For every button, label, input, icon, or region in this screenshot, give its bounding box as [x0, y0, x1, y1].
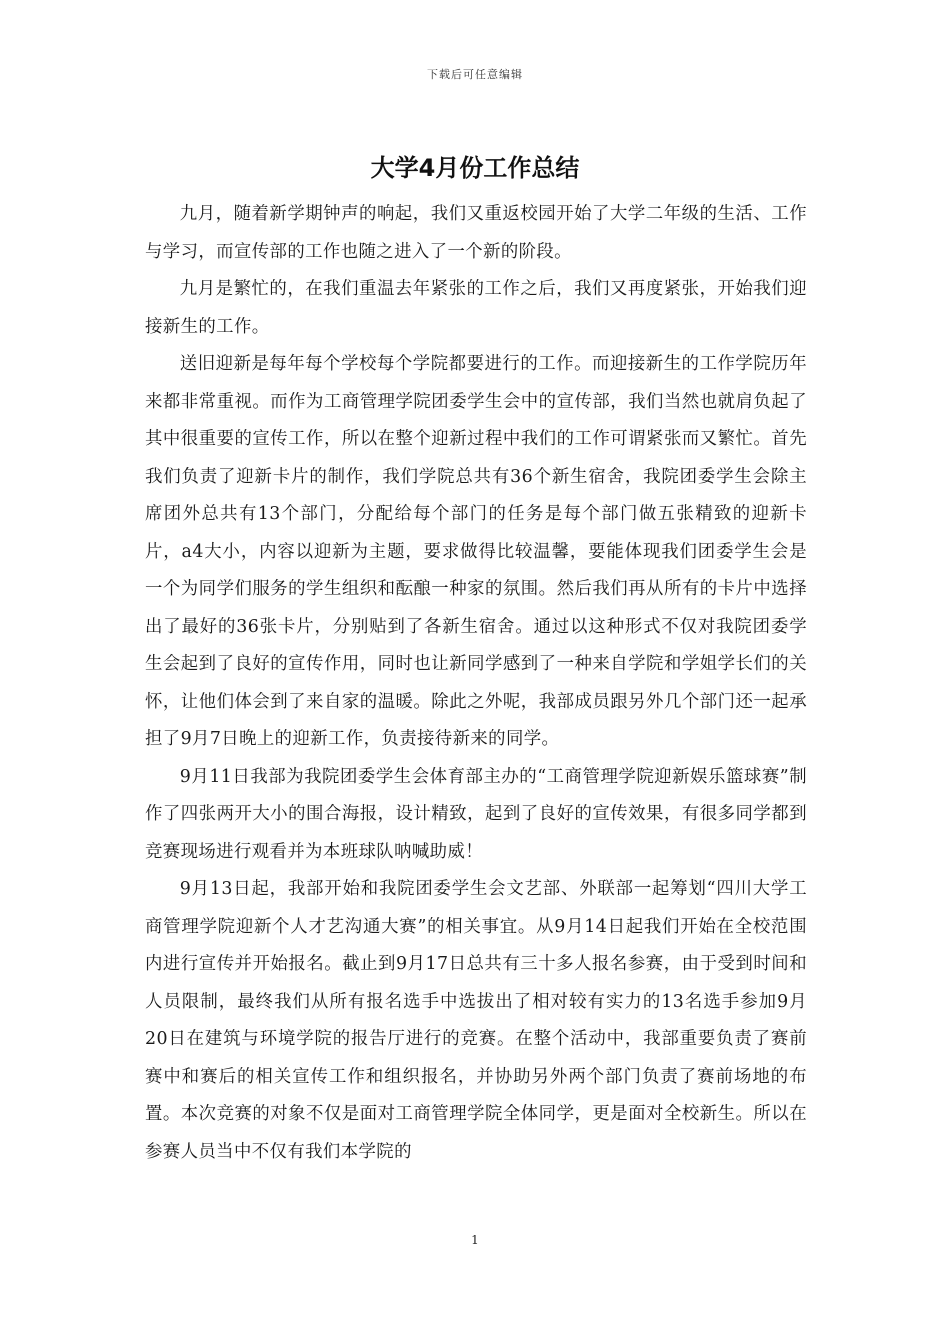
paragraph: 九月是繁忙的，在我们重温去年紧张的工作之后，我们又再度紧张，开始我们迎接新生的工作。	[145, 279, 807, 337]
document-title: 大学4月份工作总结	[370, 154, 580, 182]
paragraph: 9月11日我部为我院团委学生会体育部主办的“工商管理学院迎新娱乐篮球赛”制作了四张两开大小的围合海报，设计精致，起到了良好的宣传效果，有很多同学都到竞赛现场进行观看并为本班球队呐喊助威！	[145, 766, 807, 862]
paragraph: 9月13日起，我部开始和我院团委学生会文艺部、外联部一起筹划“四川大学工商管理学院迎新个人才艺沟通大赛”的相关事宜。从9月14日起我们开始在全校范围内进行宣传并开始报名。截止到9月17日总共有三十多人报名参赛，由于受到时间和人员限制，最终我们从所有报名选手中选拔出了相对较有实力的13名选手参加9月20日在建筑与环境学院的报告厅进行的竞赛。在整个活动中，我部重要负责了赛前赛中和赛后的相关宣传工作和组织报名，并协助另外两个部门负责了赛前场地的布置。本次竞赛的对象不仅是面对工商管理学院全体同学，更是面对全校新生。所以在参赛人员当中不仅有我们本学院的	[145, 879, 807, 1162]
page-number: 1	[471, 1233, 479, 1247]
paragraph: 九月，随着新学期钟声的响起，我们又重返校园开始了大学二年级的生活、工作与学习，而宣传部的工作也随之进入了一个新的阶段。	[145, 204, 807, 262]
document-body	[145, 196, 807, 1171]
paragraph: 送旧迎新是每年每个学校每个学院都要进行的工作。而迎接新生的工作学院历年来都非常重视。而作为工商管理学院团委学生会中的宣传部，我们当然也就肩负起了其中很重要的宣传工作，所以在整个迎新过程中我们的工作可谓紧张而又繁忙。首先我们负责了迎新卡片的制作，我们学院总共有36个新生宿舍，我院团委学生会除主席团外总共有13个部门，分配给每个部门的任务是每个部门做五张精致的迎新卡片，a4大小，内容以迎新为主题，要求做得比较温馨，要能体现我们团委学生会是一个为同学们服务的学生组织和酝酿一种家的氛围。然后我们再从所有的卡片中选择出了最好的36张卡片，分别贴到了各新生宿舍。通过以这种形式不仅对我院团委学生会起到了良好的宣传作用，同时也让新同学感到了一种来自学院和学姐学长们的关怀，让他们体会到了来自家的温暖。除此之外呢，我部成员跟另外几个部门还一起承担了9月7日晚上的迎新工作，负责接待新来的同学。	[145, 354, 807, 749]
page-header: 下载后可任意编辑	[427, 68, 523, 81]
